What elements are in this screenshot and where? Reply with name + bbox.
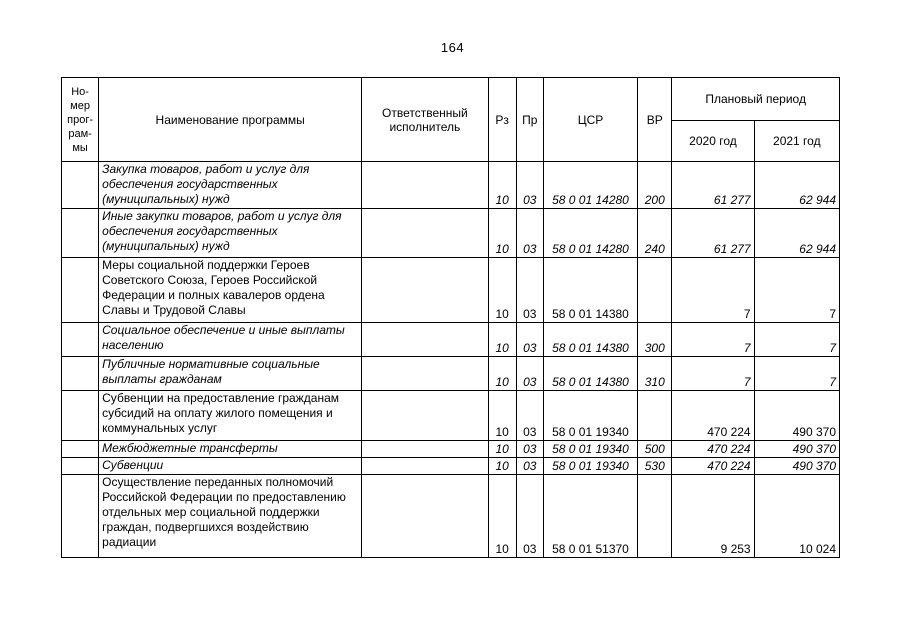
cell-2021: 7 [754, 323, 839, 357]
cell-2020: 7 [672, 323, 754, 357]
cell-vr: 300 [638, 323, 672, 357]
cell-rz: 10 [488, 258, 516, 323]
cell-num [62, 323, 99, 357]
cell-csr: 58 0 01 19340 [543, 458, 637, 475]
page-number: 164 [440, 40, 465, 55]
cell-2020: 470 224 [672, 441, 754, 458]
cell-2021: 62 944 [754, 209, 839, 258]
cell-rz: 10 [488, 475, 516, 558]
cell-vr: 240 [638, 209, 672, 258]
cell-name: Публичные нормативные социальные выплаты гражданам [99, 357, 362, 391]
cell-executor [362, 323, 488, 357]
cell-2020: 7 [672, 258, 754, 323]
cell-2021: 10 024 [754, 475, 839, 558]
cell-name: Социальное обеспечение и иные выплаты населению [99, 323, 362, 357]
cell-executor [362, 258, 488, 323]
cell-rz: 10 [488, 458, 516, 475]
table-row [62, 209, 840, 258]
cell-vr [638, 475, 672, 558]
table-row [62, 258, 840, 323]
cell-pr: 03 [516, 441, 543, 458]
cell-num [62, 441, 99, 458]
cell-csr: 58 0 01 51370 [543, 475, 637, 558]
cell-pr: 03 [516, 357, 543, 391]
cell-2020: 470 224 [672, 391, 754, 441]
cell-2021: 490 370 [754, 391, 839, 441]
cell-name: Закупка товаров, работ и услуг для обеспечения государственных (муниципальных) нужд [99, 162, 362, 209]
cell-name: Межбюджетные трансферты [99, 441, 362, 458]
cell-executor [362, 209, 488, 258]
header-pr: Пр [516, 78, 543, 162]
cell-2020: 470 224 [672, 458, 754, 475]
cell-vr [638, 391, 672, 441]
cell-vr: 310 [638, 357, 672, 391]
cell-2020: 9 253 [672, 475, 754, 558]
table-row [62, 458, 840, 475]
cell-rz: 10 [488, 209, 516, 258]
cell-csr: 58 0 01 14280 [543, 162, 637, 209]
cell-2021: 7 [754, 258, 839, 323]
cell-pr: 03 [516, 162, 543, 209]
cell-pr: 03 [516, 391, 543, 441]
cell-pr: 03 [516, 458, 543, 475]
cell-vr: 200 [638, 162, 672, 209]
table-row [62, 323, 840, 357]
cell-name: Иные закупки товаров, работ и услуг для обеспечения государственных (муниципальных) нужд [99, 209, 362, 258]
cell-2021: 490 370 [754, 441, 839, 458]
cell-executor [362, 458, 488, 475]
cell-num [62, 475, 99, 558]
cell-num [62, 458, 99, 475]
cell-executor [362, 475, 488, 558]
cell-name: Осуществление переданных полномочий Российской Федерации по предоставлению отдельных мер социальной поддержки граждан, подвергшихся воздействию радиации [99, 475, 362, 558]
cell-rz: 10 [488, 357, 516, 391]
header-year-2020: 2020 год [672, 121, 754, 162]
cell-rz: 10 [488, 391, 516, 441]
cell-name: Субвенции на предоставление гражданам субсидий на оплату жилого помещения и коммунальных услуг [99, 391, 362, 441]
cell-vr [638, 258, 672, 323]
table-row [62, 162, 840, 209]
header-program-name: Наименование программы [99, 78, 362, 162]
cell-2021: 62 944 [754, 162, 839, 209]
cell-2021: 490 370 [754, 458, 839, 475]
cell-executor [362, 162, 488, 209]
budget-table [61, 77, 840, 558]
cell-csr: 58 0 01 19340 [543, 391, 637, 441]
cell-num [62, 357, 99, 391]
cell-csr: 58 0 01 14380 [543, 258, 637, 323]
cell-name: Субвенции [99, 458, 362, 475]
header-vr: ВР [638, 78, 672, 162]
header-executor: Ответственный исполнитель [362, 78, 488, 162]
cell-2021: 7 [754, 357, 839, 391]
cell-pr: 03 [516, 475, 543, 558]
cell-csr: 58 0 01 14280 [543, 209, 637, 258]
cell-num [62, 391, 99, 441]
cell-csr: 58 0 01 14380 [543, 357, 637, 391]
cell-rz: 10 [488, 323, 516, 357]
table-row [62, 391, 840, 441]
cell-rz: 10 [488, 162, 516, 209]
header-rz: Рз [488, 78, 516, 162]
cell-num [62, 209, 99, 258]
cell-rz: 10 [488, 441, 516, 458]
cell-2020: 61 277 [672, 162, 754, 209]
cell-name: Меры социальной поддержки Героев Советского Союза, Героев Российской Федерации и полных кавалеров ордена Славы и Трудовой Славы [99, 258, 362, 323]
cell-pr: 03 [516, 323, 543, 357]
header-year-2021: 2021 год [754, 121, 839, 162]
cell-num [62, 258, 99, 323]
cell-executor [362, 441, 488, 458]
table-row [62, 475, 840, 558]
header-program-number: Но- мер прог- рам- мы [62, 78, 99, 162]
header-planned-period: Плановый период [672, 78, 840, 121]
header-csr: ЦСР [543, 78, 637, 162]
cell-2020: 61 277 [672, 209, 754, 258]
cell-num [62, 162, 99, 209]
cell-vr: 530 [638, 458, 672, 475]
cell-csr: 58 0 01 14380 [543, 323, 637, 357]
cell-executor [362, 357, 488, 391]
cell-executor [362, 391, 488, 441]
cell-pr: 03 [516, 258, 543, 323]
cell-pr: 03 [516, 209, 543, 258]
cell-vr: 500 [638, 441, 672, 458]
cell-csr: 58 0 01 19340 [543, 441, 637, 458]
table-row [62, 441, 840, 458]
table-row [62, 357, 840, 391]
cell-2020: 7 [672, 357, 754, 391]
